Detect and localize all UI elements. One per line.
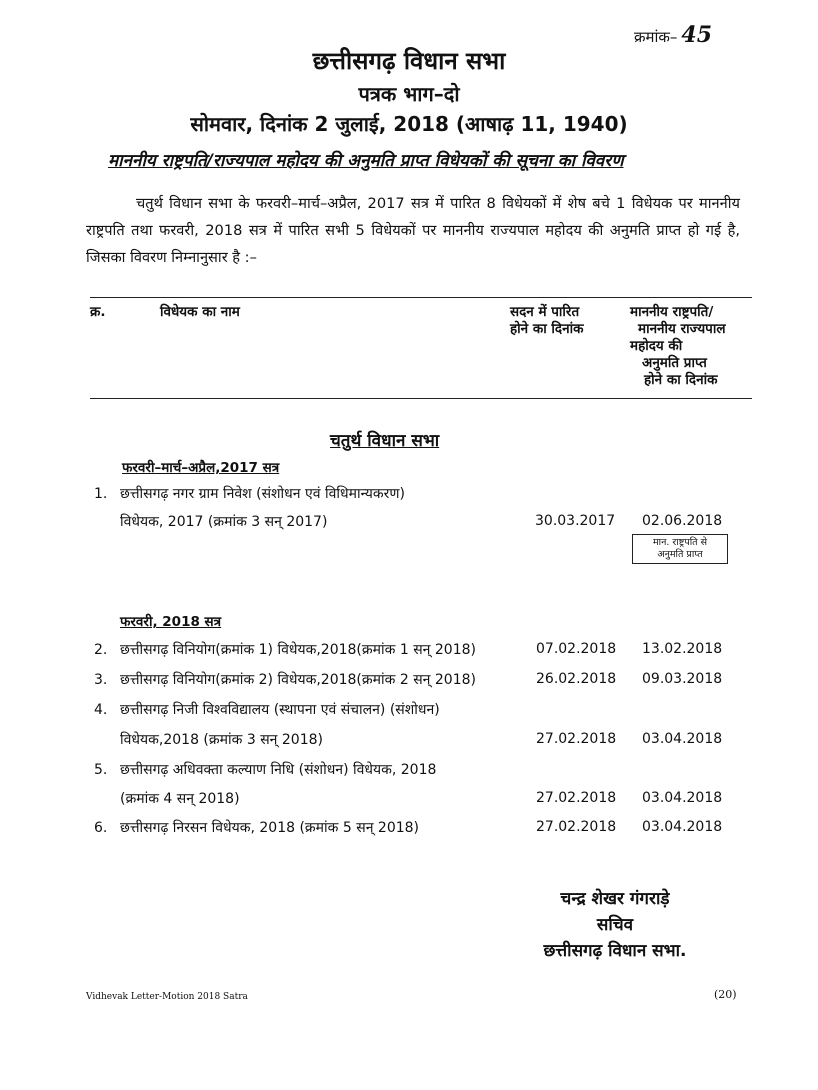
document-subtitle: पत्रक भाग–दो bbox=[358, 82, 460, 106]
bill-4-name-line1: छत्तीसगढ़ निजी विश्वविद्यालय (स्थापना एवं संचालन) (संशोधन) bbox=[120, 702, 440, 718]
bill-3-passed-date: 26.02.2018 bbox=[536, 671, 617, 687]
header-assent-date: माननीय राष्ट्रपति/ माननीय राज्यपाल महोदय की अनुमति प्राप्त होने का दिनांक bbox=[630, 304, 726, 388]
assembly-heading: चतुर्थ विधान सभा bbox=[330, 431, 440, 451]
section-heading: माननीय राष्ट्रपति/राज्यपाल महोदय की अनुमति प्राप्त विधेयकों की सूचना का विवरण bbox=[108, 151, 624, 171]
bill-2-number: 2. bbox=[94, 642, 108, 658]
bill-6-name: छत्तीसगढ़ निरसन विधेयक, 2018 (क्रमांक 5 सन् 2018) bbox=[120, 820, 420, 836]
table-header-rule bbox=[90, 398, 752, 399]
bill-5-name-line2: (क्रमांक 4 सन् 2018) bbox=[120, 791, 240, 807]
bill-4-assent-date: 03.04.2018 bbox=[642, 731, 723, 747]
bill-1-name-line2: विधेयक, 2017 (क्रमांक 3 सन् 2017) bbox=[120, 514, 328, 530]
table-top-rule bbox=[90, 297, 752, 298]
signatory-designation: सचिव bbox=[596, 915, 634, 935]
bill-3-name: छत्तीसगढ़ विनियोग(क्रमांक 2) विधेयक,2018(क्रमांक 2 सन् 2018) bbox=[120, 672, 476, 688]
session-heading-2017: फरवरी–मार्च–अप्रैल,2017 सत्र bbox=[122, 460, 280, 476]
intro-paragraph: चतुर्थ विधान सभा के फरवरी–मार्च–अप्रैल, 2017 सत्र में पारित 8 विधेयकों में शेष बचे 1 विधेयक पर माननीय राष्ट्रपति तथा फरवरी, 2018 सत्र में पारित सभी 5 विधेयकों पर माननीय राज्यपाल महोदय की अनुमति प्राप्त हो गई है, जिसका विवरण निम्नानुसार है :– bbox=[86, 195, 740, 266]
bill-4-passed-date: 27.02.2018 bbox=[536, 731, 617, 747]
bill-1-name-line1: छत्तीसगढ़ नगर ग्राम निवेश (संशोधन एवं विधिमान्यकरण) bbox=[120, 486, 405, 502]
bill-5-passed-date: 27.02.2018 bbox=[536, 790, 617, 806]
header-passed-date: सदन में पारित होने का दिनांक bbox=[510, 304, 584, 337]
document-title: छत्तीसगढ़ विधान सभा bbox=[312, 47, 506, 75]
bill-4-number: 4. bbox=[94, 702, 108, 718]
bill-1-passed-date: 30.03.2017 bbox=[535, 513, 616, 529]
bill-4-name-line2: विधेयक,2018 (क्रमांक 3 सन् 2018) bbox=[120, 732, 323, 748]
signatory-office: छत्तीसगढ़ विधान सभा. bbox=[543, 941, 687, 961]
reference-label: क्रमांक– bbox=[634, 28, 678, 46]
signatory-name: चन्द्र शेखर गंगराड़े bbox=[560, 889, 670, 909]
bill-5-number: 5. bbox=[94, 762, 108, 778]
bill-6-assent-date: 03.04.2018 bbox=[642, 819, 723, 835]
bill-2-passed-date: 07.02.2018 bbox=[536, 641, 617, 657]
bill-6-number: 6. bbox=[94, 820, 108, 836]
page-number: (20) bbox=[714, 988, 737, 1001]
bill-5-assent-date: 03.04.2018 bbox=[642, 790, 723, 806]
bill-5-name-line1: छत्तीसगढ़ अधिवक्ता कल्याण निधि (संशोधन) विधेयक, 2018 bbox=[120, 762, 437, 778]
bill-3-number: 3. bbox=[94, 672, 108, 688]
bill-3-assent-date: 09.03.2018 bbox=[642, 671, 723, 687]
session-heading-2018: फरवरी, 2018 सत्र bbox=[120, 614, 222, 630]
footer-note: Vidhevak Letter-Motion 2018 Satra bbox=[86, 992, 248, 1002]
bill-6-passed-date: 27.02.2018 bbox=[536, 819, 617, 835]
date-line: सोमवार, दिनांक 2 जुलाई, 2018 (आषाढ़ 11, 1940) bbox=[190, 112, 628, 136]
reference-value: 45 bbox=[681, 22, 713, 48]
header-bill-name: विधेयक का नाम bbox=[160, 304, 240, 320]
bill-1-number: 1. bbox=[94, 486, 108, 502]
bill-2-name: छत्तीसगढ़ विनियोग(क्रमांक 1) विधेयक,2018(क्रमांक 1 सन् 2018) bbox=[120, 642, 476, 658]
bill-1-assent-date: 02.06.2018 bbox=[642, 513, 723, 529]
bill-2-assent-date: 13.02.2018 bbox=[642, 641, 723, 657]
header-sno: क्र. bbox=[90, 304, 106, 320]
president-assent-stamp: मान. राष्ट्रपति से अनुमति प्राप्त bbox=[632, 534, 728, 564]
